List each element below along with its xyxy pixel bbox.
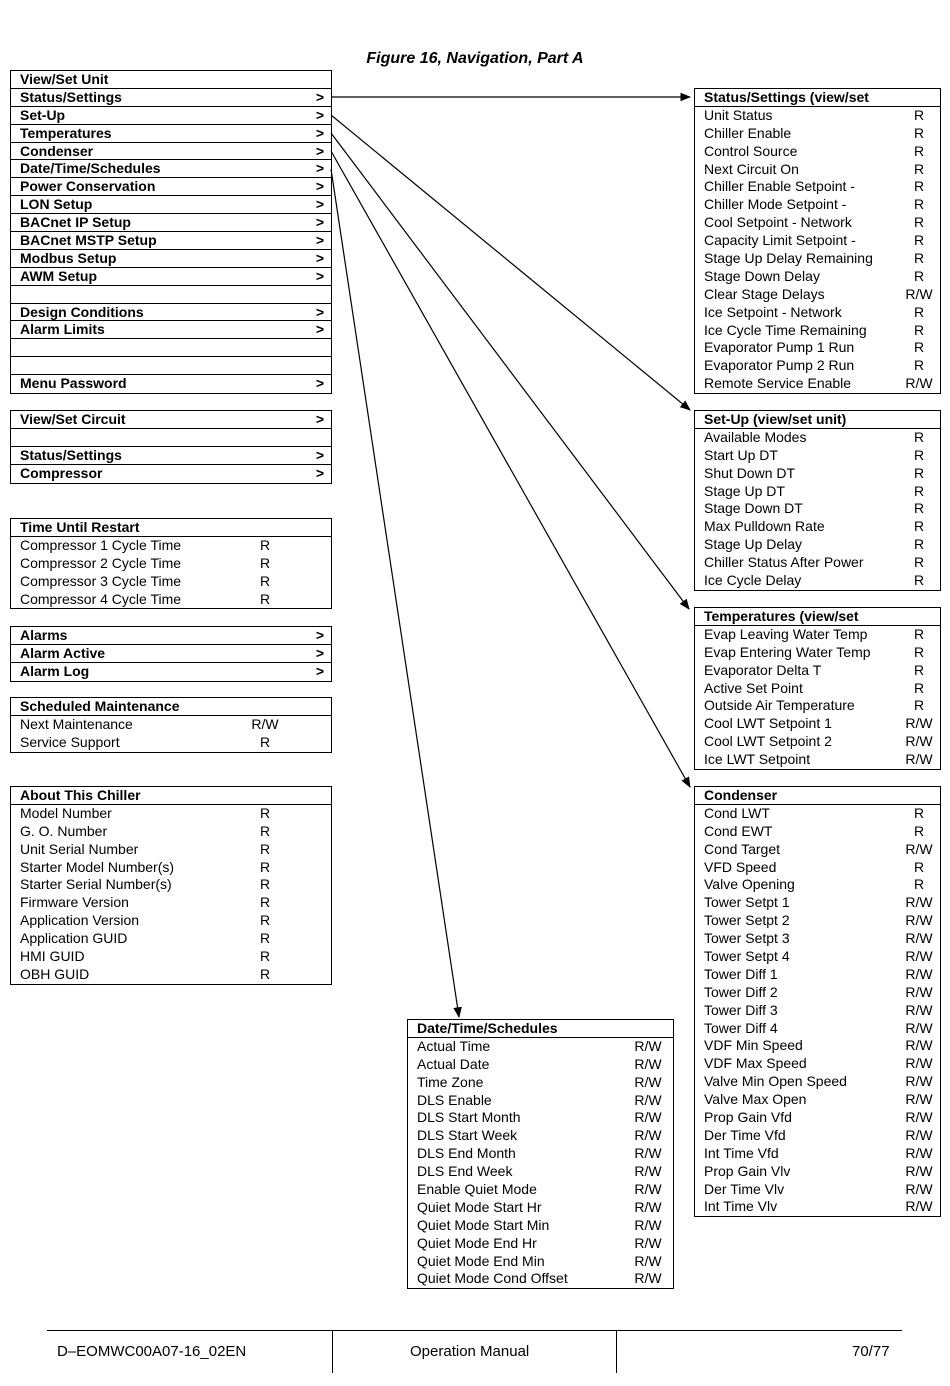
list-item-access: R/W <box>905 894 933 911</box>
list-item-access: R/W <box>905 751 933 768</box>
list-item-access: R/W <box>905 1073 933 1090</box>
temperatures-title-label: Temperatures (view/set <box>704 608 859 624</box>
list-item-access: R/W <box>634 1234 662 1251</box>
list-item-access: R <box>259 858 271 875</box>
page-footer <box>47 1330 902 1373</box>
list-item-access: R <box>913 572 925 589</box>
list-item-access: R/W <box>905 1198 933 1215</box>
list-item-label: Chiller Mode Setpoint - <box>704 196 847 213</box>
arrow-to-temperatures <box>331 133 689 609</box>
menu-item-access: > <box>315 88 325 105</box>
menu-item-access: > <box>315 267 325 284</box>
list-item-access: R <box>913 643 925 660</box>
menu-item-access: > <box>315 303 325 320</box>
menu-item-label: Status/Settings <box>20 446 122 463</box>
list-item-label: Stage Down DT <box>704 500 803 517</box>
list-item-access: R/W <box>251 715 279 732</box>
list-item-label: Prop Gain Vlv <box>704 1162 791 1179</box>
list-item-access: R <box>259 965 271 982</box>
list-item-label: Evap Leaving Water Temp <box>704 625 868 642</box>
menu-item-access: > <box>315 375 325 392</box>
list-item-label: Tower Diff 2 <box>704 983 778 1000</box>
list-item-label: Clear Stage Delays <box>704 285 825 302</box>
list-item-label: Chiller Enable Setpoint - <box>704 178 855 195</box>
list-item-access: R <box>259 572 271 589</box>
list-item-access: R/W <box>634 1145 662 1162</box>
list-item-label: Tower Diff 4 <box>704 1019 778 1036</box>
arrow-to-set-up <box>331 115 690 410</box>
list-item-access: R/W <box>905 1091 933 1108</box>
list-item-label: Capacity Limit Setpoint - <box>704 232 856 249</box>
list-item-label: Time Zone <box>417 1073 484 1090</box>
list-item-label: Next Maintenance <box>20 715 133 732</box>
list-item-label: Enable Quiet Mode <box>417 1181 537 1198</box>
list-item-access: R/W <box>905 965 933 982</box>
list-item-label: Ice Setpoint - Network <box>704 303 842 320</box>
menu-item-access: > <box>315 232 325 249</box>
list-item-label: Next Circuit On <box>704 160 799 177</box>
menu-item-label: Power Conservation <box>20 178 156 195</box>
scheduled-maintenance-title-label: Scheduled Maintenance <box>20 698 180 714</box>
list-item-label: Actual Time <box>417 1037 491 1054</box>
list-item-access: R <box>913 250 925 267</box>
menu-item-access: > <box>315 142 325 159</box>
time-until-restart-title-label: Time Until Restart <box>20 519 140 535</box>
list-item-access: R <box>913 428 925 445</box>
list-item-label: G. O. Number <box>20 822 108 839</box>
menu-item-label: BACnet IP Setup <box>20 214 131 231</box>
list-item-label: Cond EWT <box>704 822 773 839</box>
list-item-label: Application GUID <box>20 930 128 947</box>
list-item-label: Tower Setpt 4 <box>704 948 790 965</box>
list-item-access: R <box>913 178 925 195</box>
list-item-access: R <box>259 536 271 553</box>
list-item-access: R/W <box>634 1216 662 1233</box>
list-item-access: R <box>259 554 271 571</box>
list-item-access: R/W <box>905 1037 933 1054</box>
list-item-label: Compressor 4 Cycle Time <box>20 590 182 607</box>
menu-item-label: Menu Password <box>20 375 127 392</box>
list-item-access: R/W <box>634 1252 662 1269</box>
list-item-label: Stage Up Delay <box>704 536 803 553</box>
list-item-label: DLS Start Month <box>417 1109 521 1126</box>
list-item-access: R <box>259 822 271 839</box>
list-item-access: R/W <box>905 1162 933 1179</box>
list-item-access: R <box>913 697 925 714</box>
list-item-access: R/W <box>905 1001 933 1018</box>
menu-item-label: BACnet MSTP Setup <box>20 232 157 249</box>
list-item-access: R <box>913 106 925 123</box>
list-item-access: R <box>913 267 925 284</box>
list-item-access: R <box>913 536 925 553</box>
list-item-label: Start Up DT <box>704 446 778 463</box>
list-item-access: R/W <box>905 840 933 857</box>
list-item-label: Ice LWT Setpoint <box>704 751 811 768</box>
menu-item-access: > <box>315 178 325 195</box>
arrow-to-condenser <box>331 151 690 787</box>
list-item-access: R/W <box>905 1019 933 1036</box>
list-item-label: Quiet Mode End Hr <box>417 1234 537 1251</box>
menu-item-label: Condenser <box>20 142 94 159</box>
menu-item-label: Alarm Limits <box>20 321 105 338</box>
list-item-access: R <box>259 590 271 607</box>
list-item-access: R <box>913 500 925 517</box>
list-item-access: R <box>913 232 925 249</box>
list-item-label: DLS End Month <box>417 1145 516 1162</box>
list-item-label: Evaporator Delta T <box>704 661 822 678</box>
footer-divider <box>332 1331 333 1373</box>
list-item-access: R <box>913 160 925 177</box>
list-item-label: Compressor 2 Cycle Time <box>20 554 182 571</box>
list-item-label: Control Source <box>704 142 798 159</box>
list-item-access: R/W <box>905 948 933 965</box>
menu-item-label: Alarm Active <box>20 644 106 661</box>
list-item-label: Service Support <box>20 733 120 750</box>
list-item-label: Quiet Mode End Min <box>417 1252 545 1269</box>
list-item-label: Tower Setpt 2 <box>704 912 790 929</box>
list-item-access: R <box>913 822 925 839</box>
list-item-label: HMI GUID <box>20 948 85 965</box>
list-item-label: Max Pulldown Rate <box>704 518 825 535</box>
list-item-label: Int Time Vlv <box>704 1198 778 1215</box>
condenser-title-label: Condenser <box>704 787 778 803</box>
list-item-label: Tower Setpt 1 <box>704 894 790 911</box>
list-item-label: Cool LWT Setpoint 2 <box>704 733 832 750</box>
menu-item-access: > <box>315 160 325 177</box>
list-item-label: Evap Entering Water Temp <box>704 643 871 660</box>
list-item-access: R/W <box>634 1091 662 1108</box>
list-item-access: R/W <box>905 912 933 929</box>
menu-item-access: > <box>315 249 325 266</box>
list-item-label: Cond LWT <box>704 804 770 821</box>
footer-divider <box>616 1331 617 1373</box>
menu-item-label: Compressor <box>20 464 103 481</box>
list-item-access: R <box>913 446 925 463</box>
list-item-label: Ice Cycle Delay <box>704 572 802 589</box>
list-item-access: R/W <box>634 1163 662 1180</box>
list-item-access: R <box>259 876 271 893</box>
list-item-access: R <box>259 948 271 965</box>
list-item-access: R/W <box>905 1180 933 1197</box>
view-set-unit-title-label: View/Set Unit <box>20 71 109 87</box>
list-item-label: Chiller Enable <box>704 124 792 141</box>
list-item-access: R/W <box>634 1055 662 1072</box>
list-item-label: Remote Service Enable <box>704 375 852 392</box>
list-item-label: Int Time Vfd <box>704 1144 779 1161</box>
list-item-access: R/W <box>905 1144 933 1161</box>
menu-item-label: Temperatures <box>20 124 112 141</box>
list-item-label: Valve Opening <box>704 876 795 893</box>
menu-item-access: > <box>315 321 325 338</box>
list-item-access: R <box>913 661 925 678</box>
list-item-label: Cond Target <box>704 840 781 857</box>
list-item-access: R <box>913 518 925 535</box>
list-item-access: R <box>259 912 271 929</box>
list-item-label: Der Time Vlv <box>704 1180 785 1197</box>
list-item-access: R <box>913 804 925 821</box>
footer-doc-code: D–EOMWC00A07-16_02EN <box>57 1343 247 1360</box>
list-item-access: R/W <box>905 930 933 947</box>
list-item-label: Outside Air Temperature <box>704 697 855 714</box>
list-item-access: R/W <box>634 1037 662 1054</box>
list-item-access: R <box>259 733 271 750</box>
menu-item-label: Alarm Log <box>20 662 90 679</box>
list-item-access: R <box>259 930 271 947</box>
list-item-access: R/W <box>634 1109 662 1126</box>
list-item-label: VDF Min Speed <box>704 1037 803 1054</box>
menu-item-label: LON Setup <box>20 196 93 213</box>
list-item-access: R <box>913 142 925 159</box>
list-item-label: Actual Date <box>417 1055 490 1072</box>
set-up-title-label: Set-Up (view/set unit) <box>704 411 847 427</box>
status-settings-title-label: Status/Settings (view/set <box>704 89 869 105</box>
list-item-label: Cool LWT Setpoint 1 <box>704 715 832 732</box>
list-item-access: R <box>913 303 925 320</box>
list-item-label: Available Modes <box>704 428 807 445</box>
list-item-label: Tower Diff 3 <box>704 1001 778 1018</box>
list-item-label: OBH GUID <box>20 965 90 982</box>
list-item-label: VFD Speed <box>704 858 777 875</box>
list-item-label: Stage Down Delay <box>704 267 820 284</box>
menu-item-access: > <box>315 662 325 679</box>
list-item-label: Der Time Vfd <box>704 1126 786 1143</box>
list-item-label: Active Set Point <box>704 679 803 696</box>
list-item-label: Evaporator Pump 2 Run <box>704 357 855 374</box>
menu-item-label: Modbus Setup <box>20 249 117 266</box>
list-item-label: Tower Diff 1 <box>704 965 778 982</box>
view-set-circuit-title-access: > <box>315 411 325 427</box>
menu-item-label: Status/Settings <box>20 88 122 105</box>
list-item-label: Compressor 3 Cycle Time <box>20 572 182 589</box>
list-item-access: R <box>259 894 271 911</box>
list-item-access: R/W <box>905 1126 933 1143</box>
list-item-access: R <box>913 357 925 374</box>
list-item-label: Chiller Status After Power <box>704 554 864 571</box>
list-item-access: R <box>913 876 925 893</box>
list-item-label: Stage Up DT <box>704 482 785 499</box>
list-item-label: Firmware Version <box>20 894 129 911</box>
list-item-access: R <box>259 840 271 857</box>
list-item-access: R <box>913 321 925 338</box>
list-item-label: Quiet Mode Start Hr <box>417 1198 542 1215</box>
menu-item-access: > <box>315 214 325 231</box>
list-item-label: DLS Enable <box>417 1091 492 1108</box>
list-item-access: R/W <box>634 1073 662 1090</box>
footer-page-number: 70/77 <box>852 1343 890 1360</box>
list-item-access: R <box>913 679 925 696</box>
list-item-access: R <box>913 339 925 356</box>
list-item-access: R/W <box>905 733 933 750</box>
menu-item-label: Set-Up <box>20 106 66 123</box>
list-item-label: Unit Serial Number <box>20 840 139 857</box>
list-item-label: Prop Gain Vfd <box>704 1109 792 1126</box>
list-item-access: R <box>913 625 925 642</box>
list-item-access: R/W <box>634 1181 662 1198</box>
list-item-access: R/W <box>634 1270 662 1287</box>
list-item-label: Starter Serial Number(s) <box>20 876 172 893</box>
list-item-access: R/W <box>905 285 933 302</box>
list-item-access: R <box>913 124 925 141</box>
list-item-label: VDF Max Speed <box>704 1055 807 1072</box>
list-item-label: Starter Model Number(s) <box>20 858 175 875</box>
list-item-access: R/W <box>905 1055 933 1072</box>
figure-title: Figure 16, Navigation, Part A <box>366 50 584 67</box>
list-item-label: Valve Max Open <box>704 1091 807 1108</box>
menu-item-label: Design Conditions <box>20 303 144 320</box>
list-item-access: R <box>913 196 925 213</box>
list-item-access: R <box>913 858 925 875</box>
list-item-access: R/W <box>905 375 933 392</box>
view-set-circuit-title-label: View/Set Circuit <box>20 411 126 427</box>
list-item-label: Application Version <box>20 912 140 929</box>
list-item-label: Quiet Mode Start Min <box>417 1216 550 1233</box>
arrow-to-date-time-schedules <box>331 169 459 1017</box>
list-item-label: DLS End Week <box>417 1163 513 1180</box>
list-item-label: Shut Down DT <box>704 464 796 481</box>
list-item-label: Model Number <box>20 804 112 821</box>
list-item-access: R/W <box>905 983 933 1000</box>
list-item-label: Cool Setpoint - Network <box>704 214 852 231</box>
list-item-access: R <box>913 482 925 499</box>
list-item-access: R <box>913 464 925 481</box>
list-item-label: Quiet Mode Cond Offset <box>417 1270 568 1287</box>
list-item-label: Compressor 1 Cycle Time <box>20 536 182 553</box>
list-item-access: R <box>259 804 271 821</box>
menu-item-access: > <box>315 106 325 123</box>
menu-item-label: Date/Time/Schedules <box>20 160 161 177</box>
alarms-title-access: > <box>315 627 325 643</box>
list-item-label: Tower Setpt 3 <box>704 930 790 947</box>
list-item-label: Valve Min Open Speed <box>704 1073 847 1090</box>
menu-item-access: > <box>315 124 325 141</box>
footer-doc-title: Operation Manual <box>410 1343 530 1360</box>
menu-item-label: AWM Setup <box>20 267 97 284</box>
list-item-label: Ice Cycle Time Remaining <box>704 321 867 338</box>
list-item-access: R/W <box>905 1109 933 1126</box>
list-item-label: Evaporator Pump 1 Run <box>704 339 855 356</box>
list-item-label: DLS Start Week <box>417 1127 518 1144</box>
list-item-label: Unit Status <box>704 106 773 123</box>
list-item-access: R/W <box>905 715 933 732</box>
date-time-schedules-title-label: Date/Time/Schedules <box>417 1020 558 1036</box>
alarms-title-label: Alarms <box>20 627 68 643</box>
menu-item-access: > <box>315 644 325 661</box>
menu-item-access: > <box>315 446 325 463</box>
list-item-access: R <box>913 554 925 571</box>
list-item-label: Stage Up Delay Remaining <box>704 250 873 267</box>
list-item-access: R <box>913 214 925 231</box>
menu-item-access: > <box>315 196 325 213</box>
list-item-access: R/W <box>634 1127 662 1144</box>
list-item-access: R/W <box>634 1198 662 1215</box>
menu-item-access: > <box>315 464 325 481</box>
about-this-chiller-title-label: About This Chiller <box>20 787 141 803</box>
